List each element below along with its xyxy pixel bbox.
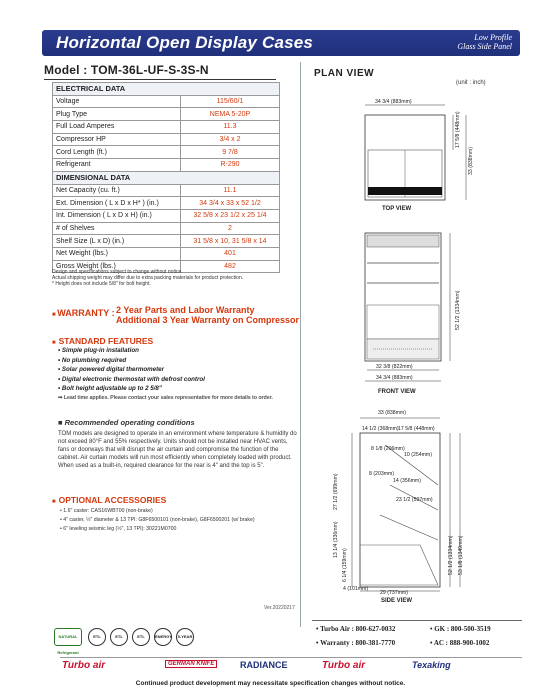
spec-value: 34 3/4 x 33 x 52 1/2 xyxy=(181,197,280,210)
front-height-dim: 52 1/2 (1334mm) xyxy=(455,290,461,330)
spec-label: Net Capacity (cu. ft.) xyxy=(53,184,181,197)
contact-turbo: • Turbo Air : 800-627-0032 xyxy=(316,625,396,633)
recommended-heading: ■ Recommended operating conditions xyxy=(58,418,195,427)
contact-gk: • GK : 800-500-3519 xyxy=(430,625,491,633)
header-banner xyxy=(42,30,520,56)
spec-value: 32 5/8 x 23 1/2 x 25 1/4 xyxy=(181,209,280,222)
spec-notes xyxy=(52,269,243,287)
certification-logo: ENERGY xyxy=(154,628,172,646)
footer-disclaimer: Continued product development may necessitate specification changes without notice. xyxy=(135,680,406,687)
side-dim-c: 8 1/8 (206mm) xyxy=(371,446,405,452)
side-view-label: SIDE VIEW xyxy=(381,598,413,604)
spec-value: R-290 xyxy=(181,159,280,172)
spec-row xyxy=(53,146,280,159)
spec-label: Plug Type xyxy=(53,108,181,121)
spec-section-title: ELECTRICAL DATA xyxy=(53,83,280,96)
side-dim-d: 10 (254mm) xyxy=(404,452,432,458)
side-dim-f: 14 (356mm) xyxy=(393,478,421,484)
side-width-dim: 33 (838mm) xyxy=(378,410,406,416)
plan-view-title: PLAN VIEW xyxy=(314,68,375,79)
side-view-drawing xyxy=(330,415,520,595)
spec-label: Shelf Size (L x D) (in.) xyxy=(53,235,181,248)
spec-value: 2 xyxy=(181,222,280,235)
accessory-item: • 4" caster, ½" diameter & 13 TPI: G8F6500101 (non-brake), G8F6500201 (w/ brake) xyxy=(60,516,255,523)
spec-row xyxy=(53,133,280,146)
spec-row xyxy=(53,159,280,172)
spec-value: 11.3 xyxy=(181,121,280,134)
column-divider xyxy=(300,62,301,627)
feature-item: • Bolt height adjustable up to 2 5/8" xyxy=(58,385,162,393)
side-dim-m: 52 1/2 (1334mm) xyxy=(448,535,454,575)
certification-logo: NATURAL Refrigerant xyxy=(54,628,82,646)
contact-warranty: • Warranty : 800-381-7770 xyxy=(316,639,396,647)
brand-turbo-air-2: Turbo air xyxy=(322,660,366,671)
recommended-text: TOM models are designed to operate in an environment where temperature & humidity do not exceed 80°F and 55% respectively. Units should not be installed near HVAC vents, fans or doorways that will disrupt the air curtain and compromise the function of the cabinet. Air curtain models will run most efficiently when completely loaded with product. When used as a built-in, required clearance for the rear is 4" and the top is 5". xyxy=(58,431,297,469)
spec-value: 3/4 x 2 xyxy=(181,133,280,146)
spec-table xyxy=(52,82,280,273)
version: Ver.20220217 xyxy=(264,605,295,611)
spec-row xyxy=(53,247,280,260)
features-list xyxy=(58,346,205,394)
spec-label: # of Shelves xyxy=(53,222,181,235)
divider xyxy=(44,79,276,80)
spec-label: Cord Length (ft.) xyxy=(53,146,181,159)
brand-radiance: RADIANCE xyxy=(240,660,288,670)
spec-row xyxy=(53,121,280,134)
accessories-heading: ■ OPTIONAL ACCESSORIES xyxy=(52,495,167,505)
spec-row xyxy=(53,222,280,235)
side-dim-l: 29 (737mm) xyxy=(380,590,408,596)
bottom-divider xyxy=(60,657,522,658)
side-dim-b: 17 5/8 (448mm) xyxy=(398,426,435,432)
side-dim-e: 8 (203mm) xyxy=(369,471,395,477)
spec-section-header xyxy=(53,171,280,184)
note-line: Actual shipping weight may differ due to extra packing materials for product protection. xyxy=(52,275,244,281)
spec-label: Refrigerant xyxy=(53,159,181,172)
spec-label: Voltage xyxy=(53,95,181,108)
brand-german-knife: GERMAN KNIFE xyxy=(165,660,217,668)
spec-row xyxy=(53,95,280,108)
side-dim-g: 23 1/2 (597mm) xyxy=(396,497,433,503)
warranty-line-2: Additional 3 Year Warranty on Compressor xyxy=(116,315,300,325)
spec-value: NEMA 5-20P xyxy=(181,108,280,121)
spec-value: 9 7/8 xyxy=(181,146,280,159)
spec-value: 31 5/8 x 10, 31 5/8 x 14 xyxy=(181,235,280,248)
front-width-dim-1: 32 3/8 (822mm) xyxy=(376,364,413,370)
certification-logo: ETL xyxy=(132,628,150,646)
spec-row xyxy=(53,235,280,248)
spec-label: Gross Weight (lbs.) xyxy=(53,260,181,273)
top-width-dim: 34 3/4 (883mm) xyxy=(375,99,412,105)
spec-value: 482 xyxy=(181,260,280,273)
feature-item: • Simple plug-in installation xyxy=(58,347,139,354)
model-number: Model : TOM-36L-UF-S-3S-N xyxy=(44,63,209,77)
spec-row xyxy=(53,108,280,121)
front-view-label: FRONT VIEW xyxy=(378,389,416,395)
spec-row xyxy=(53,209,280,222)
accessory-item: • 6" leveling seismic leg (½", 13 TPI): 30221M0700 xyxy=(60,525,177,532)
feature-item: • Solar powered digital thermometer xyxy=(58,366,165,374)
note-line: Design and specifications subject to change without notice. xyxy=(52,269,183,275)
features-heading: ■ STANDARD FEATURES xyxy=(52,336,154,346)
lead-time-note: ➡ Lead time applies. Please contact your sales representative for more details to order. xyxy=(58,395,273,401)
spec-row xyxy=(53,197,280,210)
document-title: Horizontal Open Display Cases xyxy=(56,33,314,52)
side-dim-k: 4 (101mm) xyxy=(343,586,369,592)
spec-label: Full Load Amperes xyxy=(53,121,181,134)
spec-value: 11.1 xyxy=(181,184,280,197)
contact-ac: • AC : 888-900-1002 xyxy=(430,639,490,647)
spec-value: 115/60/1 xyxy=(181,95,280,108)
certification-logo: ETL xyxy=(110,628,128,646)
certification-logo: ETL xyxy=(88,628,106,646)
top-depth-dim-1: 17 5/8 (448mm) xyxy=(455,111,461,148)
note-line: * Height does not include 5/8" for bolt height. xyxy=(52,281,151,287)
front-width-dim-2: 34 3/4 (883mm) xyxy=(376,375,413,381)
certification-logo: 5-YEAR xyxy=(176,628,194,646)
spec-label: Ext. Dimension ( L x D x H* ) (in.) xyxy=(53,197,181,210)
side-dim-h: 27 1/2 (699mm) xyxy=(333,473,339,510)
spec-label: Int. Dimension ( L x D x H) (in.) xyxy=(53,209,181,222)
warranty-label: ■ WARRANTY : xyxy=(52,308,115,318)
spec-value: 401 xyxy=(181,247,280,260)
spec-label: Net Weight (lbs.) xyxy=(53,247,181,260)
contact-block xyxy=(312,620,522,647)
spec-row xyxy=(53,184,280,197)
unit-label: (unit : inch) xyxy=(456,80,486,86)
warranty-line-1: 2 Year Parts and Labor Warranty xyxy=(116,305,255,315)
accessory-item: • 1.6" caster: CAS16WBT00 (non-brake) xyxy=(60,508,153,514)
feature-item: • No plumbing required xyxy=(58,356,127,364)
spec-section-title: DIMENSIONAL DATA xyxy=(53,171,280,184)
subtitle-line-2: Glass Side Panel xyxy=(457,42,512,51)
top-view-label: TOP VIEW xyxy=(382,206,412,212)
side-dim-n: 53 1/8 (1349mm) xyxy=(458,535,464,575)
subtitle-line-1: Low Profile xyxy=(474,33,512,42)
side-dim-a: 14 1/2 (368mm) xyxy=(362,426,399,432)
top-view-drawing xyxy=(350,95,520,215)
side-dim-j: 6 1/4 (159mm) xyxy=(342,548,348,582)
spec-label: Compressor HP xyxy=(53,133,181,146)
accessories-list xyxy=(60,507,255,533)
brand-turbo-air-1: Turbo air xyxy=(62,660,106,671)
top-depth-dim-2: 33 (838mm) xyxy=(468,147,474,175)
side-dim-i: 13 1/4 (336mm) xyxy=(333,521,339,558)
feature-item: • Digital electronic thermostat with defrost control xyxy=(58,375,205,383)
spec-section-header xyxy=(53,83,280,96)
brand-texaking: Texaking xyxy=(412,660,451,670)
header-subtitle xyxy=(457,33,512,51)
